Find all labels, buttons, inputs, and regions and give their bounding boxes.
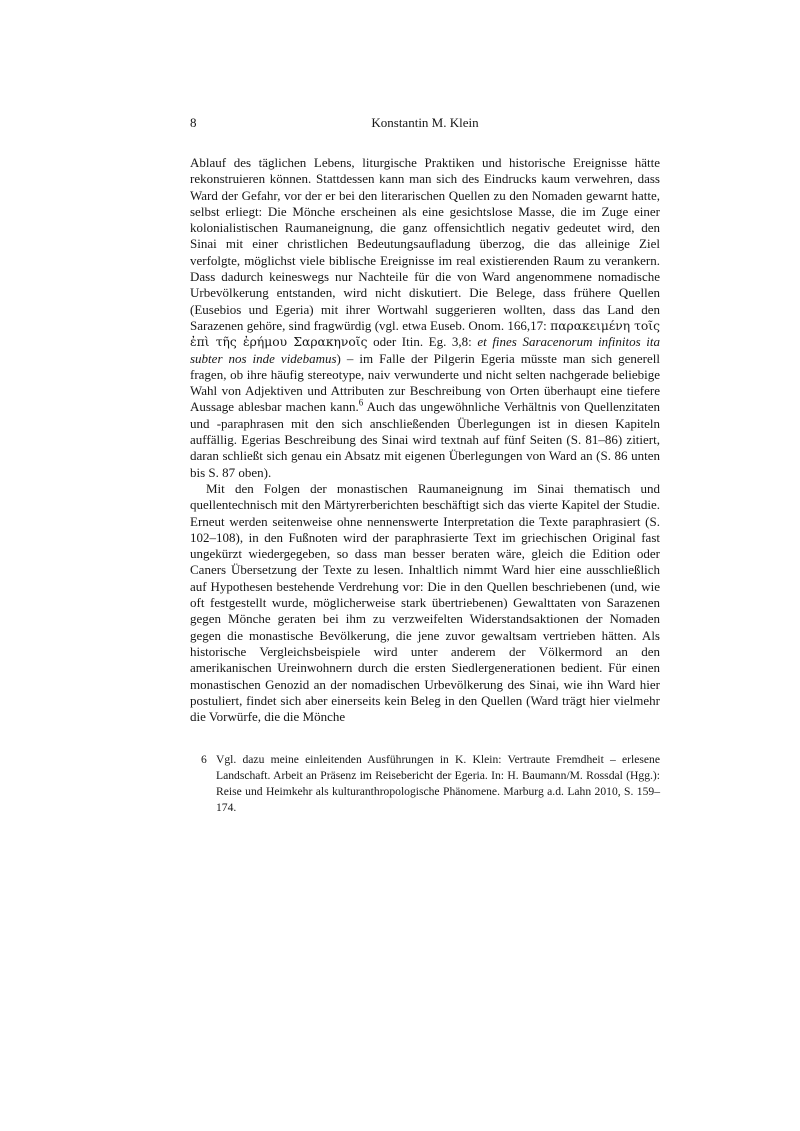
footnote-text: Vgl. dazu meine einleitenden Ausführungen in K. Klein: Vertraute Fremdheit – erlesene Landschaft. Arbeit an Präsenz im Reisebericht der Egeria. In: H. Baumann/M. Rossdal (Hgg.): Reise und Heimkehr als kulturanthropologische Phänomene. Marburg a.d. Lahn 2010, S. 159–174. [216, 753, 660, 814]
paragraph [190, 155, 660, 481]
page-number: 8 [190, 115, 197, 130]
footnote [190, 752, 660, 815]
running-head-author: Konstantin M. Klein [371, 115, 479, 130]
text-run: oder Itin. Eg. 3,8: [367, 334, 478, 350]
footnote-marker: 6 [201, 753, 207, 767]
text-run: Ablauf des täglichen Lebens, liturgische Praktiken und historische Ereignisse hätte rekonstruieren können. Stattdessen kann man sich des Eindrucks kaum verwehren, dass Ward der Gefahr, vor der er bei den literarischen Quellen zu den Nomaden gewarnt hatte, selbst erliegt: Die Mönche erscheinen als eine gesichtslose Masse, die im Zuge einer kolonialistischen Raumaneignung, die ganz offensichtlich negativ gedeutet wird, den Sinai mit einer christlichen Bedeutungsaufladung überzog, die das alleinige Ziel verfolgte, möglichst viele biblische Ereignisse im real existierenden Raum zu verankern. Dass dadurch keineswegs nur Nachteile für die von Ward angenommene nomadische Urbevölkerung entstanden, wird nicht diskutiert. Die Belege, dass frühere Quellen (Eusebios und Egeria) mit ihrer Wortwahl suggerieren wollten, dass das Land den Sarazenen gehöre, sind fragwürdig (vgl. etwa Euseb. Onom. 166,17: [190, 155, 660, 333]
paragraph [190, 481, 660, 725]
footnote-reference: 6 [358, 398, 364, 409]
text-run: Auch das ungewöhnliche Verhältnis von Quellenzitaten und -paraphrasen mit den sich anschließenden Überlegungen ist in diesen Kapiteln auffällig. Egerias Beschreibung des Sinai wird textnah auf fünf Seiten (S. 81–86) zitiert, daran schließt sich genau ein Absatz mit eigenen Überlegungen von Ward an (S. 86 unten bis S. 87 oben). [190, 399, 660, 480]
text-run: ) – im Falle der Pilgerin Egeria müsste man sich generell fragen, ob ihre häufig stereotype, naiv verwunderte und nicht selten nachgerade beliebige Wahl von Adjektiven und Attributen zur Beschreibung von Orten überhaupt eine tiefere Aussage ablesbar machen kann. [190, 350, 661, 415]
text-run: Mit den Folgen der monastischen Raumaneignung im Sinai thematisch und quellentechnisch mit den Märtyrerberichten beschäftigt sich das vierte Kapitel der Studie. Erneut werden seitenweise ohne nennenswerte Interpretation die Texte paraphrasiert (S. 102–108), in den Fußnoten wird der paraphrasierte Text im griechischen Original fast ungekürzt wiedergegeben, so dass man besser beraten wäre, gleich die Edition oder Caners Übersetzung der Texte zu lesen. Inhaltlich nimmt Ward hier eine ausschließlich auf Hypothesen bestehende Verdrehung vor: Die in den Quellen beschriebenen (und, wie oft festgestellt wurde, möglicherweise stark übertriebenen) Gewalttaten von Sarazenen gegen Mönche geraten bei ihm zu verzweifelten Widerstandsaktionen der Nomaden gegen die monastische Bevölkerung, die jene zuvor gewaltsam vertrieben hätten. Als historische Vergleichsbeispiele wird unter anderem der Völkermord an den amerikanischen Ureinwohnern durch die ersten Siedlergenerationen bedient. Für einen monastischen Genozid an der nomadischen Urbevölkerung des Sinai, wie ihn Ward hier postuliert, findet sich aber einerseits kein Beleg in den Quellen (Ward trägt hier vielmehr die Vorwürfe, die die Mönche [190, 480, 660, 725]
body-text [190, 155, 660, 725]
running-header [190, 114, 660, 131]
text-block [190, 114, 660, 816]
latin-quotation: et fines Saracenorum infinitos ita subter nos inde videbamus [190, 334, 660, 366]
greek-quotation: παρακειμένη τοῖς ἐπὶ τῆς ἐρήμου Σαρακηνοῖς [190, 318, 660, 350]
footnote-section [190, 752, 660, 815]
